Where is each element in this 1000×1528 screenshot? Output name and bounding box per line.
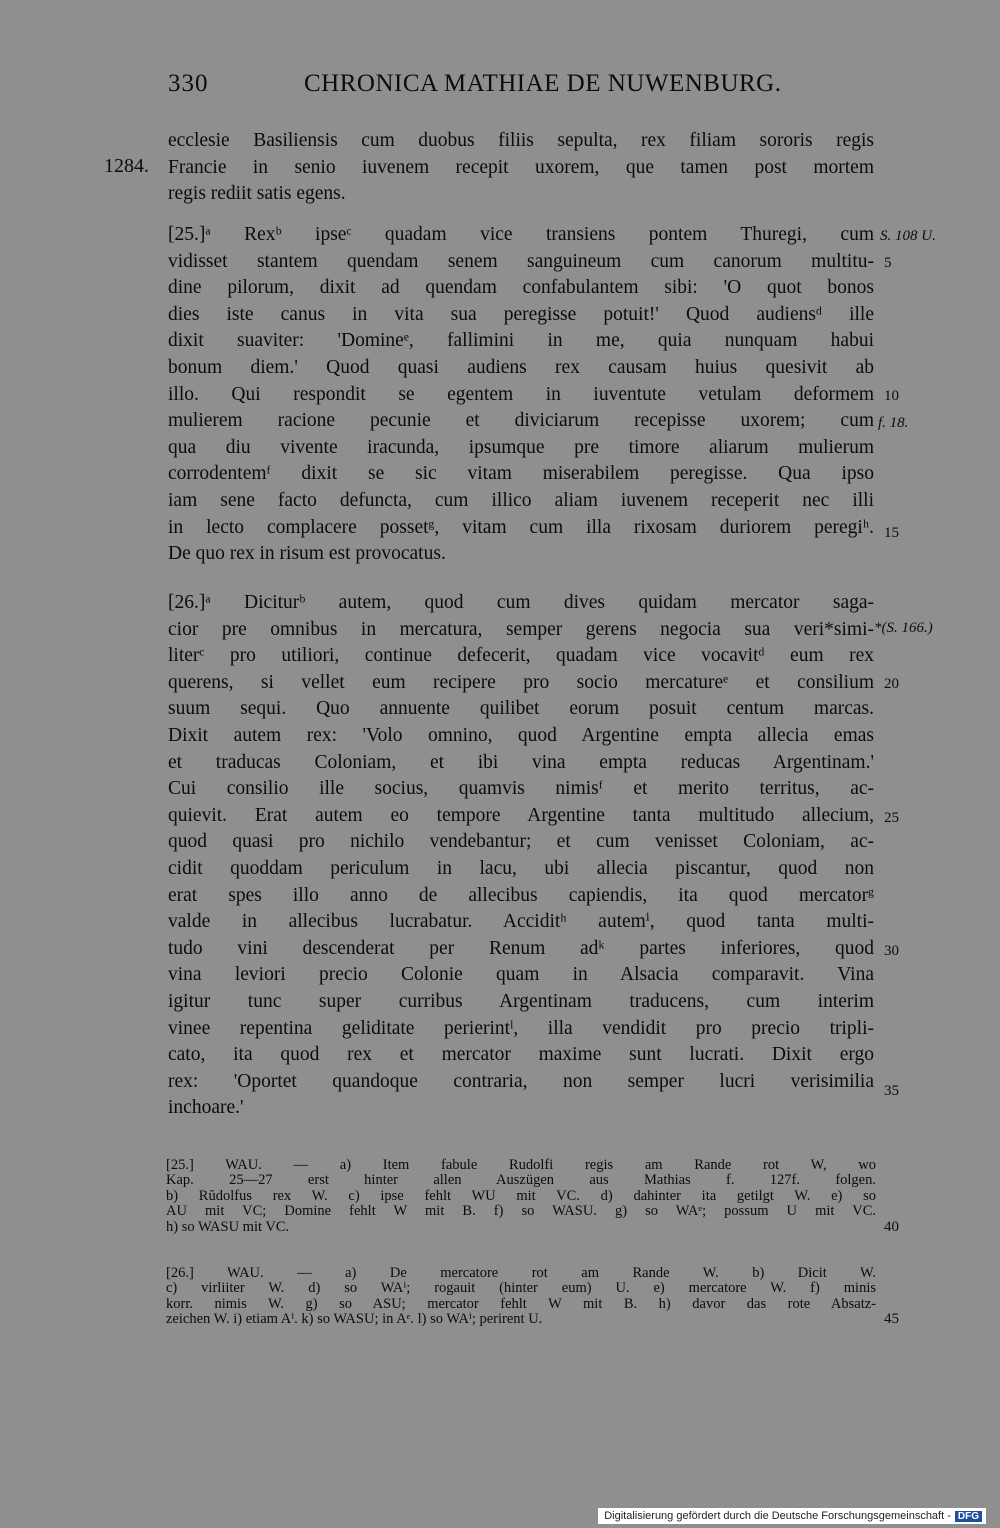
margin-reference: f. 18. — [878, 415, 909, 431]
text-line: inchoare.' — [168, 1097, 244, 1119]
year-marker: 1284. — [104, 155, 149, 177]
text-line: cato, ita quod rex et mercator maxime sunt lucrati. Dixit ergo — [168, 1044, 874, 1066]
line-number: 30 — [884, 943, 899, 959]
text-line: vinee repentina geliditate perierintˡ, illa vendidit pro precio tripli- — [168, 1017, 874, 1039]
margin-reference: S. 108 U. — [880, 228, 936, 244]
text-line: in lecto complacere possetᵍ, vitam cum illa rixosam duriorem peregiʰ. — [168, 516, 874, 538]
text-line: quod quasi pro nichilo vendebantur; et cum venisset Coloniam, ac- — [168, 831, 874, 853]
footnotes-26 — [166, 1266, 876, 1328]
line-number: 5 — [884, 255, 892, 271]
text-line: erat spes illo anno de allecibus capiendis, ita quod mercatorᵍ — [168, 884, 874, 906]
dfg-logo: DFG — [955, 1511, 982, 1522]
footnote-line: c) virliiter W. d) so WAⁱ; rogauit (hinter eum) U. e) mercatore W. f) minis — [166, 1280, 876, 1297]
text-line: [26.]ᵃ Diciturᵇ autem, quod cum dives quidam mercator saga- — [168, 592, 874, 613]
dfg-credit-text: Digitalisierung gefördert durch die Deutsche Forschungsgemeinschaft - — [604, 1510, 951, 1522]
text-line: dixit suaviter: 'Domineᵉ, fallimini in me, quia nunquam habui — [168, 330, 874, 352]
line-number: 20 — [884, 676, 899, 692]
text-line: dies iste canus in vita sua peregisse potuit!' Quod audiensᵈ ille — [168, 303, 874, 325]
text-line: quievit. Erat autem eo tempore Argentine tanta multitudo allecium, — [168, 804, 874, 826]
text-line: igitur tunc super curribus Argentinam traducens, cum interim — [168, 990, 874, 1012]
text-line: De quo rex in risum est provocatus. — [168, 543, 446, 565]
text-line: cior pre omnibus in mercatura, semper gerens negocia sua veri*simi- — [168, 618, 874, 640]
text-line: illo. Qui respondit se egentem in iuventute vetulam deformem — [168, 383, 874, 405]
page-number: 330 — [168, 70, 209, 97]
paragraph-25 — [168, 222, 874, 568]
text-line: Dixit autem rex: 'Volo omnino, quod Argentine empta allecia emas — [168, 724, 874, 746]
paragraph-intro — [168, 128, 874, 208]
line-number: 15 — [884, 525, 899, 541]
text-line: bonum diem.' Quod quasi audiens rex causam huius quesivit ab — [168, 356, 874, 378]
text-line: et traducas Coloniam, et ibi vina empta reducas Argentinam.' — [168, 751, 874, 773]
text-line: querens, si vellet eum recipere pro socio mercatureᵉ et consilium — [168, 671, 874, 693]
footnote-line: b) Rŭdolfus rex W. c) ipse fehlt WU mit VC. d) dahinter ita getilgt W. e) so — [166, 1187, 876, 1204]
line-number: 40 — [884, 1219, 899, 1235]
text-line: ecclesie Basiliensis cum duobus filiis sepulta, rex filiam sororis regis — [168, 130, 874, 151]
line-number: 45 — [884, 1311, 899, 1327]
footnotes-25 — [166, 1158, 876, 1235]
running-title: CHRONICA MATHIAE DE NUWENBURG. — [304, 70, 782, 97]
footnote-line: zeichen W. i) etiam Aⁱ. k) so WASU; in Aᵉ. l) so WAⁱ; perirent U. — [166, 1311, 543, 1328]
text-line: dine pilorum, dixit ad quendam confabulantem sibi: 'O quot bonos — [168, 277, 874, 299]
footnote-line: AU mit VC; Domine fehlt W mit B. f) so WASU. g) so WAᵉ; possum U mit VC. — [166, 1203, 876, 1220]
page-header — [168, 70, 808, 110]
text-line: cidit quoddam periculum in lacu, ubi allecia piscantur, quod non — [168, 857, 874, 879]
footnote-line: [26.] WAU. — a) De mercatore rot am Rande W. b) Dicit W. — [166, 1265, 876, 1281]
text-line: iam sene facto defuncta, cum illico aliam iuvenem receperit nec illi — [168, 489, 874, 511]
paragraph-26 — [168, 590, 874, 1122]
line-number: 25 — [884, 810, 899, 826]
dfg-credit-banner — [598, 1508, 986, 1524]
line-number: 35 — [884, 1083, 899, 1099]
text-line: tudo vini descenderat per Renum adᵏ partes inferiores, quod — [168, 937, 874, 959]
text-line: literᶜ pro utiliori, continue defecerit, quadam vice vocavitᵈ eum rex — [168, 645, 874, 667]
text-line: [25.]ᵃ Rexᵇ ipseᶜ quadam vice transiens pontem Thuregi, cum — [168, 224, 874, 245]
margin-reference: *(S. 166.) — [874, 620, 933, 636]
footnote-line: [25.] WAU. — a) Item fabule Rudolfi regis am Rande rot W, wo — [166, 1157, 876, 1173]
text-line: vina leviori precio Colonie quam in Alsacia comparavit. Vina — [168, 964, 874, 986]
text-line: mulierem racione pecunie et diviciarum recepisse uxorem; cum — [168, 410, 874, 432]
text-line: rex: 'Oportet quandoque contraria, non semper lucri verisimilia — [168, 1070, 874, 1092]
footnote-line: korr. nimis W. g) so ASU; mercator fehlt W mit B. h) davor das rote Absatz- — [166, 1295, 876, 1312]
text-line: qua diu vivente iracunda, ipsumque pre timore aliarum mulierum — [168, 436, 874, 458]
text-line: Francie in senio iuvenem recepit uxorem, que tamen post mortem — [168, 156, 874, 178]
line-number: 10 — [884, 388, 899, 404]
footnote-line: h) so WASU mit VC. — [166, 1218, 290, 1235]
text-line: corrodentemᶠ dixit se sic vitam miserabilem peregisse. Qua ipso — [168, 463, 874, 485]
text-line: suum sequi. Quo annuente quilibet eorum posuit centum marcas. — [168, 698, 874, 720]
text-line: vidisset stantem quendam senem sanguineum cum canorum multitu- — [168, 250, 874, 272]
text-line: regis rediit satis egens. — [168, 183, 346, 205]
text-line: Cui consilio ille socius, quamvis nimisᶠ et merito territus, ac- — [168, 778, 874, 800]
text-line: valde in allecibus lucrabatur. Acciditʰ autemⁱ, quod tanta multi- — [168, 911, 874, 933]
footnote-line: Kap. 25—27 erst hinter allen Auszügen aus Mathias f. 127f. folgen. — [166, 1172, 876, 1189]
